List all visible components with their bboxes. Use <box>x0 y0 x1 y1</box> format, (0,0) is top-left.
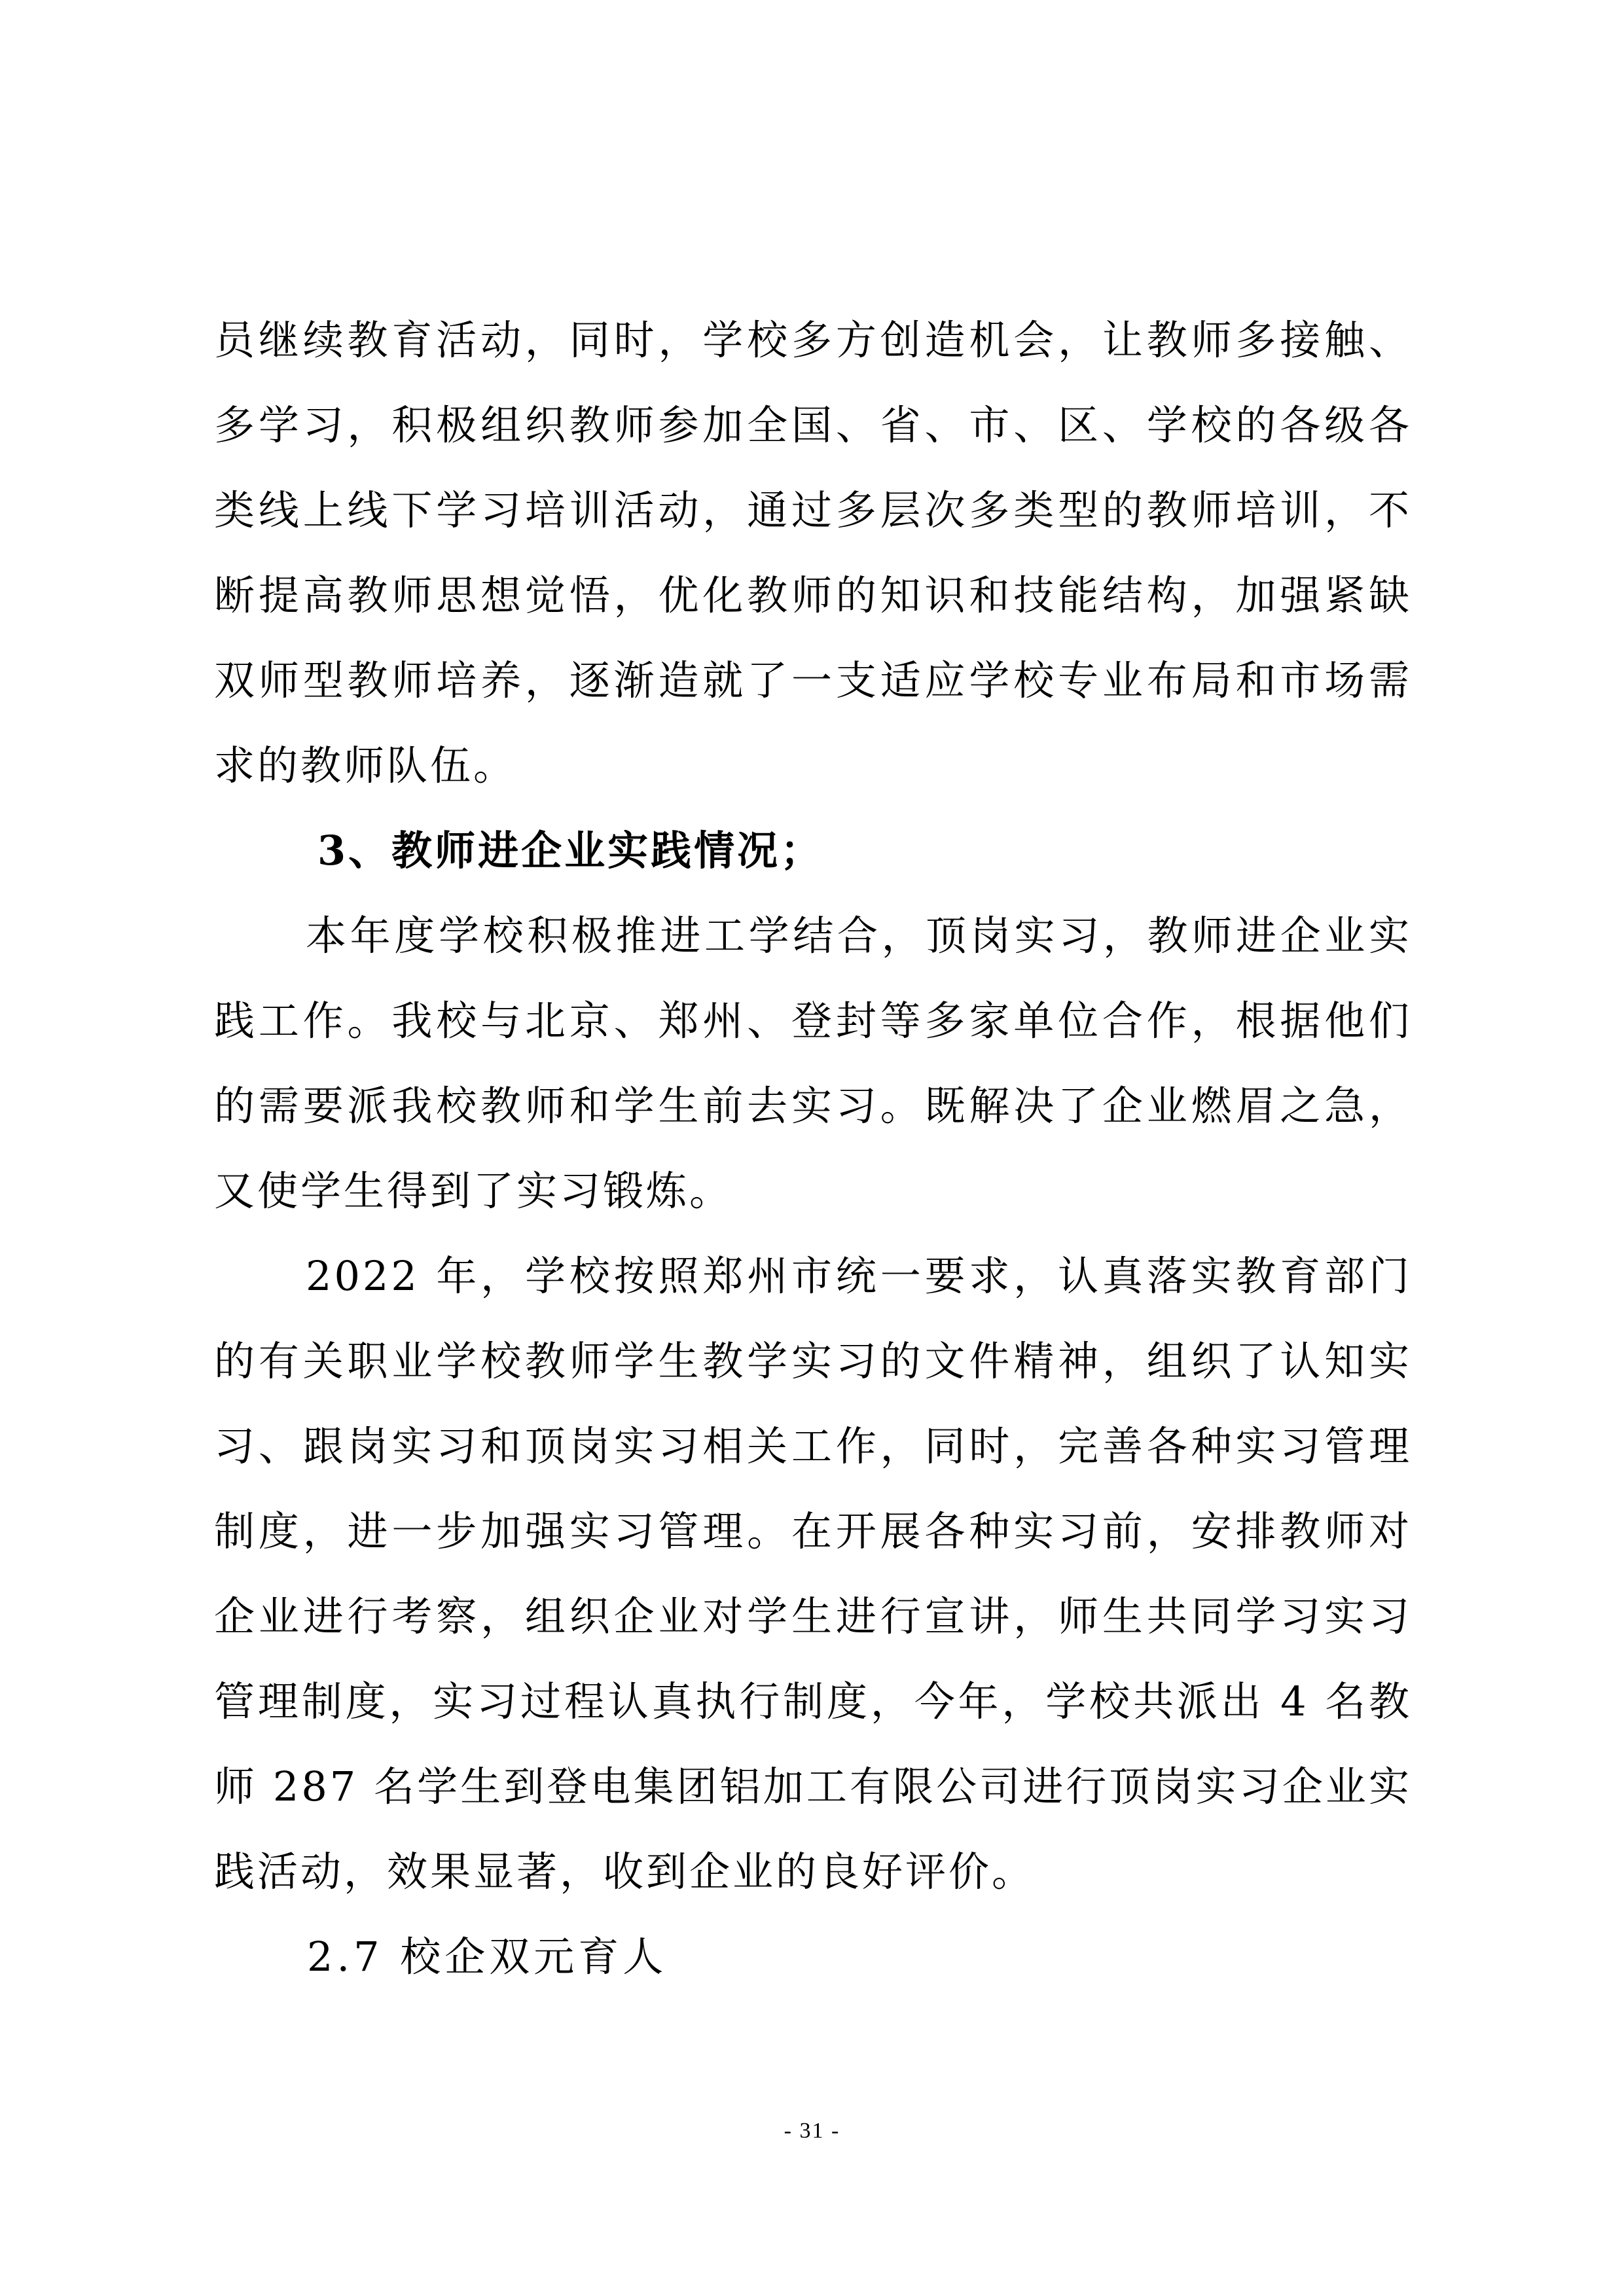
paragraph-work-study-cooperation: 本年度学校积极推进工学结合，顶岗实习，教师进企业实践工作。我校与北京、郑州、登封等多家单位合作，根据他们的需要派我校教师和学生前去实习。既解决了企业燃眉之急，又使学生得到了实习锻炼。 <box>214 912 1412 1215</box>
paragraph-2022-internship: 2022 年，学校按照郑州市统一要求，认真落实教育部门的有关职业学校教师学生教学实习的文件精神，组织了认知实习、跟岗实习和顶岗实习相关工作，同时，完善各种实习管理制度，进一步加强实习管理。在开展各种实习前，安排教师对企业进行考察，组织企业对学生进行宣讲，师生共同学习实习管理制度，实习过程认真执行制度，今年，学校共派出 4 名教师 287 名学生到登电集团铝加工有限公司进行顶岗实习企业实践活动，效果显著，收到企业的良好评价。 <box>214 1252 1412 1895</box>
page-number: - 31 - <box>784 2119 840 2143</box>
paragraph-teacher-training-continuation: 员继续教育活动，同时，学校多方创造机会，让教师多接触、多学习，积极组织教师参加全国、省、市、区、学校的各级各类线上线下学习培训活动，通过多层次多类型的教师培训，不断提高教师思想觉悟，优化教师的知识和技能结构，加强紧缺双师型教师培养，逐渐造就了一支适应学校专业布局和市场需求的教师队伍。 <box>214 316 1412 789</box>
document-body <box>214 298 1412 2000</box>
section-heading-school-enterprise: 2.7 校企双元育人 <box>307 1933 668 1981</box>
heading-teacher-enterprise-practice: 3、教师进企业实践情况； <box>317 827 824 874</box>
